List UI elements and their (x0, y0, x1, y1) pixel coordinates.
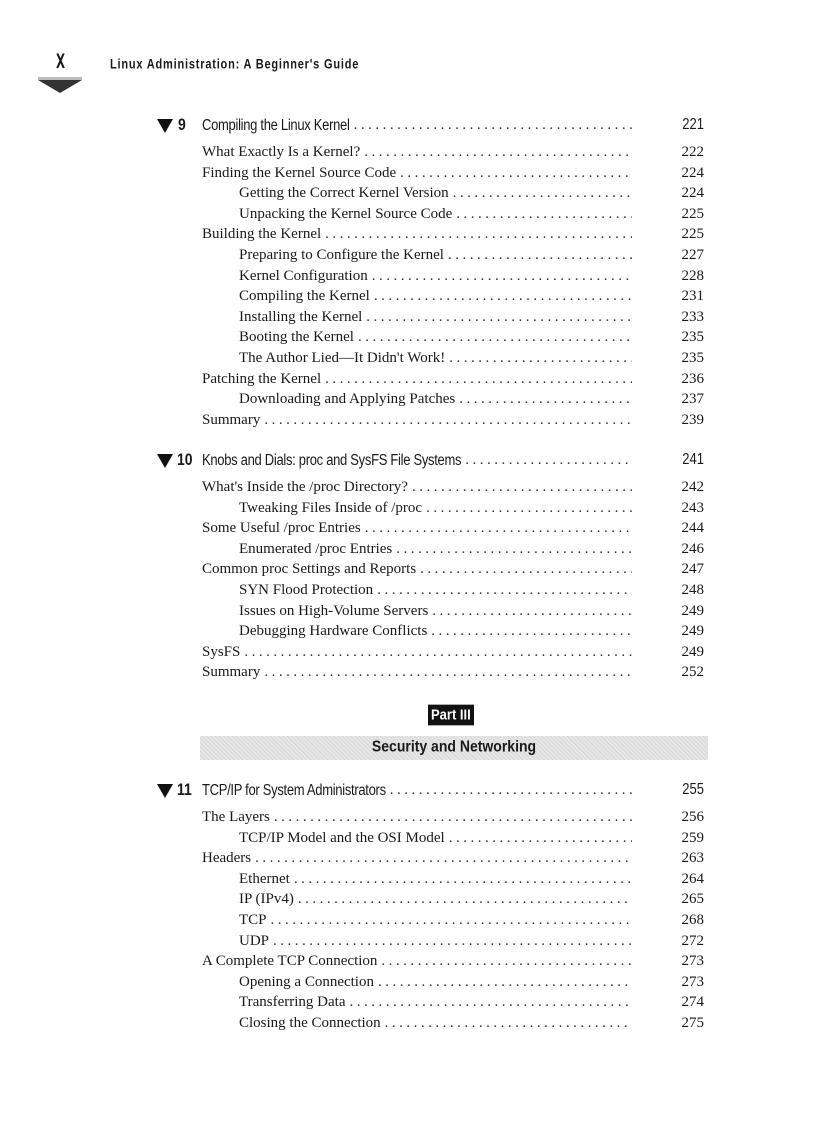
dot-leader (465, 452, 632, 469)
entry-page: 224 (681, 185, 704, 202)
entry-page: 224 (681, 164, 704, 181)
toc-entry (202, 371, 632, 391)
dot-leader (354, 117, 632, 134)
toc-entry (239, 933, 632, 953)
entry-page: 256 (681, 809, 704, 825)
toc-entry (239, 871, 632, 891)
dot-leader (264, 412, 632, 429)
dot-leader (298, 891, 632, 908)
entry-title: A Complete TCP Connection (202, 953, 378, 970)
entry-title: Kernel Configuration (239, 267, 368, 284)
entry-title: Summary (202, 411, 261, 428)
dot-leader (378, 974, 632, 991)
toc-entry (239, 288, 632, 308)
entry-title: Patching the Kernel (202, 370, 322, 387)
entry-page: 249 (681, 602, 704, 619)
toc-entry (239, 603, 632, 623)
dot-leader (271, 912, 632, 929)
toc-entry (239, 912, 632, 932)
toc-entry (202, 850, 632, 870)
chapter-triangle-icon (157, 454, 173, 468)
entry-title: Summary (202, 664, 261, 681)
entry-title: Some Useful /proc Entries (202, 520, 361, 537)
toc-entry (202, 953, 632, 973)
toc-entry (239, 582, 632, 602)
entry-page: 264 (681, 870, 704, 887)
dot-leader (412, 479, 632, 496)
entry-page: 243 (681, 499, 704, 516)
toc-entry (202, 412, 632, 432)
toc-entry (239, 500, 632, 520)
header-arrow-icon (38, 80, 82, 93)
dot-leader (274, 809, 632, 826)
entry-title: SysFS (202, 643, 241, 660)
page-number: X (56, 50, 66, 74)
dot-leader (273, 933, 632, 950)
toc-entry (239, 247, 632, 267)
part-title: Security and Networking (371, 736, 537, 756)
toc-entry (239, 830, 632, 850)
entry-page: 275 (681, 1015, 704, 1031)
toc-entry (202, 144, 632, 164)
toc-entry (239, 891, 632, 911)
entry-title: Installing the Kernel (239, 308, 363, 325)
running-header (30, 50, 790, 96)
entry-page: 244 (681, 520, 704, 537)
toc-entry (239, 329, 632, 349)
entry-page: 248 (681, 582, 704, 598)
entry-title: Ethernet (239, 870, 290, 887)
entry-title: Unpacking the Kernel Source Code (239, 205, 453, 222)
book-title: Linux Administration: A Beginner's Guide (110, 57, 360, 72)
entry-page: 228 (681, 267, 704, 284)
entry-page: 259 (681, 829, 704, 846)
dot-leader (448, 247, 632, 264)
dot-leader (400, 165, 632, 182)
entry-title: TCP/IP Model and the OSI Model (239, 829, 445, 846)
toc-entry (239, 350, 632, 370)
entry-page: 246 (681, 540, 704, 557)
toc-entry (239, 623, 632, 643)
chapter-row (202, 452, 632, 472)
entry-title: Finding the Kernel Source Code (202, 164, 397, 181)
entry-page: 242 (681, 479, 704, 495)
dot-leader (366, 309, 632, 326)
entry-page: 235 (681, 329, 704, 346)
chapter-title: TCP/IP for System Administrators (202, 782, 386, 799)
dot-leader (453, 185, 632, 202)
entry-page: 272 (681, 932, 704, 949)
chapter-row (202, 117, 632, 137)
entry-page: 239 (681, 411, 704, 428)
entry-title: Tweaking Files Inside of /proc (239, 499, 423, 516)
entry-page: 225 (681, 226, 704, 243)
entry-title: Getting the Correct Kernel Version (239, 185, 449, 202)
dot-leader (264, 664, 632, 681)
dot-leader (364, 144, 632, 161)
entry-title: Preparing to Configure the Kernel (239, 247, 444, 263)
dot-leader (426, 500, 632, 517)
entry-page: 231 (681, 288, 704, 305)
toc-entry (239, 994, 632, 1014)
dot-leader (325, 226, 632, 243)
dot-leader (358, 329, 632, 346)
chapter-number: 11 (177, 779, 192, 799)
toc-entry (202, 226, 632, 246)
dot-leader (374, 288, 632, 305)
chapter-page: 241 (682, 449, 704, 468)
entry-page: 252 (681, 664, 704, 681)
entry-page: 263 (681, 850, 704, 867)
dot-leader (377, 582, 632, 599)
chapter-triangle-icon (157, 784, 173, 798)
entry-page: 233 (681, 308, 704, 325)
chapter-page: 255 (682, 779, 704, 798)
toc-entry (239, 185, 632, 205)
dot-leader (385, 1015, 632, 1032)
entry-title: Issues on High-Volume Servers (239, 602, 429, 619)
dot-leader (255, 850, 632, 867)
entry-title: What Exactly Is a Kernel? (202, 144, 361, 160)
dot-leader (396, 541, 632, 558)
entry-page: 227 (681, 247, 704, 263)
entry-title: Transferring Data (239, 994, 346, 1011)
chapter-title: Knobs and Dials: proc and SysFS File Systems (202, 452, 462, 469)
toc-entry (239, 206, 632, 226)
dot-leader (390, 782, 632, 799)
toc-entry (239, 309, 632, 329)
dot-leader (381, 953, 632, 970)
entry-title: SYN Flood Protection (239, 582, 374, 598)
dot-leader (459, 391, 632, 408)
dot-leader (365, 520, 632, 537)
toc-entry (239, 391, 632, 411)
entry-page: 225 (681, 205, 704, 222)
toc-entry (202, 479, 632, 499)
part-band (200, 736, 708, 760)
toc-entry (239, 541, 632, 561)
entry-title: What's Inside the /proc Directory? (202, 479, 408, 495)
entry-page: 274 (681, 994, 704, 1011)
dot-leader (456, 206, 632, 223)
chapter-title: Compiling the Linux Kernel (202, 117, 350, 134)
chapter-page: 221 (682, 114, 704, 133)
entry-title: The Author Lied—It Didn't Work! (239, 350, 446, 366)
entry-page: 265 (681, 891, 704, 908)
dot-leader (431, 623, 632, 640)
entry-title: Debugging Hardware Conflicts (239, 623, 428, 640)
entry-title: Booting the Kernel (239, 329, 354, 346)
entry-title: Compiling the Kernel (239, 288, 370, 305)
entry-title: TCP (239, 912, 267, 928)
toc-entry (202, 809, 632, 829)
part-badge: Part III (428, 705, 474, 726)
entry-page: 237 (681, 391, 704, 408)
entry-page: 273 (681, 973, 704, 990)
entry-title: UDP (239, 932, 270, 949)
dot-leader (372, 268, 632, 285)
chapter-number: 10 (177, 449, 193, 469)
dot-leader (294, 871, 632, 888)
toc-entry (202, 561, 632, 581)
entry-page: 249 (681, 643, 704, 660)
chapter-row (202, 782, 632, 802)
toc-entry (239, 268, 632, 288)
entry-page: 222 (681, 144, 704, 160)
toc-entry (202, 520, 632, 540)
entry-title: The Layers (202, 809, 270, 825)
dot-leader (325, 371, 632, 388)
entry-page: 273 (681, 953, 704, 970)
chapter-triangle-icon (157, 119, 173, 133)
dot-leader (449, 350, 632, 367)
toc-entry (202, 644, 632, 664)
entry-page: 247 (681, 561, 704, 578)
chapter-number: 9 (178, 114, 186, 134)
entry-title: Headers (202, 850, 252, 867)
dot-leader (449, 830, 632, 847)
entry-title: Opening a Connection (239, 973, 374, 990)
entry-page: 249 (681, 623, 704, 640)
entry-title: Common proc Settings and Reports (202, 561, 417, 578)
entry-title: Building the Kernel (202, 226, 322, 243)
entry-title: Enumerated /proc Entries (239, 540, 393, 557)
dot-leader (244, 644, 632, 661)
entry-page: 236 (681, 370, 704, 387)
entry-title: IP (IPv4) (239, 891, 294, 908)
entry-page: 268 (681, 912, 704, 928)
dot-leader (350, 994, 632, 1011)
dot-leader (432, 603, 632, 620)
toc-entry (239, 1015, 632, 1035)
toc-entry (202, 165, 632, 185)
entry-page: 235 (681, 350, 704, 366)
entry-title: Closing the Connection (239, 1015, 381, 1031)
entry-title: Downloading and Applying Patches (239, 391, 456, 408)
toc-entry (239, 974, 632, 994)
toc-entry (202, 664, 632, 684)
dot-leader (420, 561, 632, 578)
